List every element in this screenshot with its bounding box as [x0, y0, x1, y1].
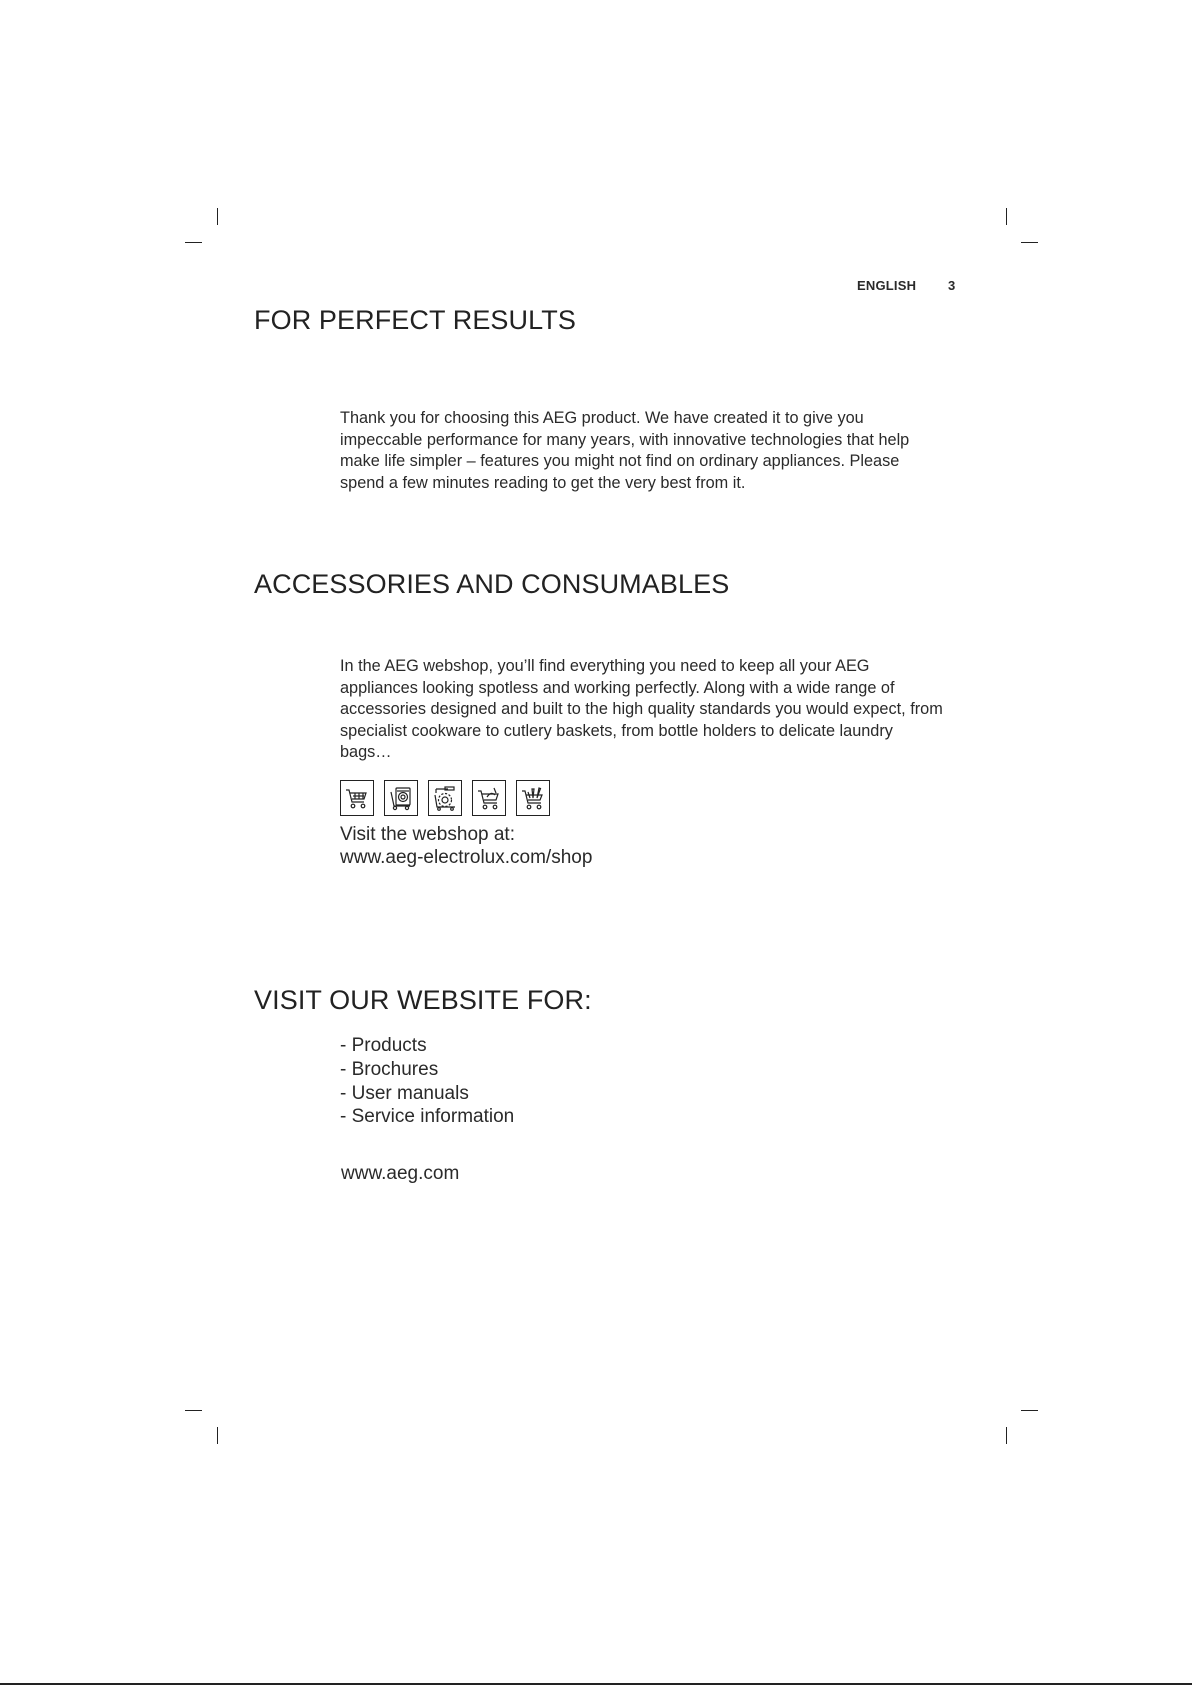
- webshop-visit-block: [340, 823, 592, 869]
- visit-webshop-label: Visit the webshop at:: [340, 824, 515, 845]
- webshop-url-link[interactable]: www.aeg-electrolux.com/shop: [340, 847, 593, 868]
- crop-mark-bottom-left-vertical: [217, 1427, 218, 1444]
- crop-mark-bottom-right-horizontal: [1021, 1410, 1038, 1411]
- shopping-cart-icon: [340, 780, 374, 816]
- language-label: ENGLISH: [857, 278, 917, 293]
- crop-mark-top-right-vertical: [1006, 208, 1007, 225]
- list-item-service-information: - Service information: [340, 1106, 515, 1128]
- accessories-paragraph: In the AEG webshop, you’ll find everything you need to keep all your AEG appliances looking spotless and working perfectly. Along with a wide range of accessories designed and built to the high quality standards you would expect, from specialist cookware to cutlery baskets, from bottle holders to delicate laundry bags…: [340, 657, 943, 762]
- section-title-accessories: ACCESSORIES AND CONSUMABLES: [254, 569, 730, 599]
- aeg-website-link[interactable]: www.aeg.com: [341, 1163, 460, 1184]
- page-header: [857, 278, 955, 293]
- crop-mark-bottom-right-vertical: [1006, 1427, 1007, 1444]
- bottle-cart-icon: [516, 780, 550, 816]
- website-topics-list: [340, 1034, 514, 1129]
- crop-mark-bottom-left-horizontal: [185, 1410, 202, 1411]
- crop-mark-top-left-vertical: [217, 208, 218, 225]
- webshop-icons-row: [340, 780, 550, 816]
- section-title-perfect-results: FOR PERFECT RESULTS: [254, 305, 576, 335]
- settings-cart-icon: [428, 780, 462, 816]
- cookware-cart-icon: [472, 780, 506, 816]
- list-item-products: - Products: [340, 1035, 427, 1056]
- crop-mark-top-left-horizontal: [185, 242, 202, 243]
- section-title-visit-website: VISIT OUR WEBSITE FOR:: [254, 985, 592, 1015]
- washing-cart-icon: [384, 780, 418, 816]
- list-item-brochures: - Brochures: [340, 1058, 439, 1080]
- intro-paragraph: Thank you for choosing this AEG product. We have created it to give you impeccable performance for many years, with innovative technologies that help make life simpler – features you might not find on ordinary appliances. Please spend a few minutes reading to get the very best from it.: [340, 409, 910, 492]
- page-number: 3: [948, 278, 956, 293]
- crop-mark-top-right-horizontal: [1021, 242, 1038, 243]
- list-item-user-manuals: - User manuals: [340, 1082, 469, 1104]
